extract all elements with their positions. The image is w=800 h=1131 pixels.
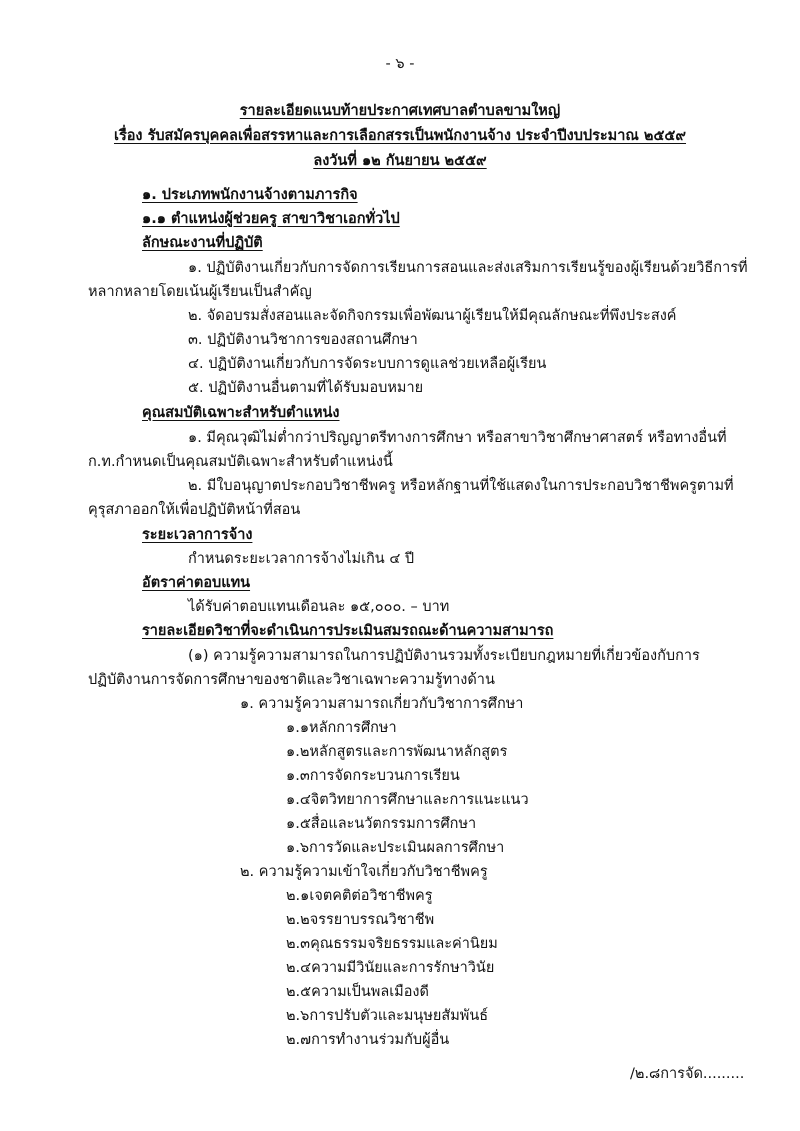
group-2-item: ๒.๕ความเป็นพลเมืองดี bbox=[286, 984, 429, 1000]
group-2-item: ๒.๒จรรยาบรรณวิชาชีพ bbox=[286, 912, 435, 928]
duty-item-1: ๑. ปฏิบัติงานเกี่ยวกับการจัดการเรียนการสอนและส่งเสริมการเรียนรู้ของผู้เรียนด้วยวิธีการที่ bbox=[188, 260, 748, 276]
group-1-item: ๑.๕สื่อและนวัตกรรมการศึกษา bbox=[286, 816, 477, 832]
qualification-item-1: ๑. มีคุณวุฒิไม่ต่ำกว่าปริญญาตรีทางการศึกษา หรือสาขาวิชาศึกษาศาสตร์ หรือทางอื่นที่ bbox=[188, 430, 727, 446]
compensation-heading: อัตราค่าตอบแทน bbox=[142, 575, 251, 591]
position-title: ๑.๑ ตำแหน่งผู้ช่วยครู สาขาวิชาเอกทั่วไป bbox=[142, 211, 400, 227]
document-date: ลงวันที่ ๑๒ กันยายน ๒๕๕๙ bbox=[313, 153, 487, 169]
period-heading: ระยะเวลาการจ้าง bbox=[142, 527, 253, 543]
assessment-heading: รายละเอียดวิชาที่จะดำเนินการประเมินสมรถณะด้านความสามารถ bbox=[142, 623, 554, 639]
group-2-item: ๒.๓คุณธรรมจริยธรรมและค่านิยม bbox=[286, 936, 498, 952]
group-2-item: ๒.๖การปรับตัวและมนุษยสัมพันธ์ bbox=[286, 1008, 489, 1024]
compensation-text: ได้รับค่าตอบแทนเดือนละ ๑๕,๐๐๐. – บาท bbox=[188, 599, 450, 615]
duty-item-4: ๔. ปฏิบัติงานเกี่ยวกับการจัดระบบการดูแลช่วยเหลือผู้เรียน bbox=[188, 356, 547, 372]
duty-item-3: ๓. ปฏิบัติงานวิชาการของสถานศึกษา bbox=[188, 332, 418, 348]
duties-heading: ลักษณะงานที่ปฏิบัติ bbox=[142, 235, 263, 251]
document-subject: เรื่อง รับสมัครบุคคลเพื่อสรรหาและการเลือกสรรเป็นพนักงานจ้าง ประจำปีงบประมาณ ๒๕๕๙ bbox=[113, 128, 687, 144]
group-2-title: ๒. ความรู้ความเข้าใจเกี่ยวกับวิชาชีพครู bbox=[240, 864, 488, 880]
group-2-item: ๒.๑เจตคติต่อวิชาชีพครู bbox=[286, 888, 433, 904]
group-1-item: ๑.๔จิตวิทยาการศึกษาและการแนะแนว bbox=[286, 792, 529, 808]
continuation-note: /๒.๘การจัด......... bbox=[630, 1066, 745, 1082]
group-1-item: ๑.๒หลักสูตรและการพัฒนาหลักสูตร bbox=[286, 744, 508, 760]
group-1-title: ๑. ความรู้ความสามารถเกี่ยวกับวิชาการศึกษา bbox=[240, 696, 524, 712]
page-number: - ๖ - bbox=[385, 56, 415, 72]
document-title: รายละเอียดแนบท้ายประกาศเทศบาลตำบลขามใหญ่ bbox=[239, 103, 561, 119]
duty-item-5: ๕. ปฏิบัติงานอื่นตามที่ได้รับมอบหมาย bbox=[188, 380, 424, 396]
section-title: ๑. ประเภทพนักงานจ้างตามภารกิจ bbox=[142, 187, 358, 203]
qualification-item-2-cont: คุรุสภาออกให้เพื่อปฏิบัติหน้าที่สอน bbox=[88, 502, 301, 518]
group-1-item: ๑.๑หลักการศึกษา bbox=[286, 720, 397, 736]
qualification-item-1-cont: ก.ท.กำหนดเป็นคุณสมบัติเฉพาะสำหรับตำแหน่งนี้ bbox=[88, 454, 393, 470]
duty-item-2: ๒. จัดอบรมสั่งสอนและจัดกิจกรรมเพื่อพัฒนาผู้เรียนให้มีคุณลักษณะที่พึงประสงค์ bbox=[188, 308, 677, 324]
period-text: กำหนดระยะเวลาการจ้างไม่เกิน ๔ ปี bbox=[188, 551, 415, 567]
group-1-item: ๑.๖การวัดและประเมินผลการศึกษา bbox=[286, 840, 505, 856]
duty-item-1-cont: หลากหลายโดยเน้นผู้เรียนเป็นสำคัญ bbox=[88, 284, 312, 300]
assessment-intro: (๑) ความรู้ความสามารถในการปฏิบัติงานรวมทั้งระเบียบกฎหมายที่เกี่ยวข้องกับการ bbox=[188, 648, 700, 664]
qualification-item-2: ๒. มีใบอนุญาตประกอบวิชาชีพครู หรือหลักฐานที่ใช้แสดงในการประกอบวิชาชีพครูตามที่ bbox=[188, 478, 734, 494]
group-1-item: ๑.๓การจัดกระบวนการเรียน bbox=[286, 768, 460, 784]
group-2-item: ๒.๔ความมีวินัยและการรักษาวินัย bbox=[286, 960, 495, 976]
group-2-item: ๒.๗การทำงานร่วมกับผู้อื่น bbox=[286, 1032, 450, 1048]
assessment-intro-cont: ปฏิบัติงานการจัดการศึกษาของชาติและวิชาเฉพาะความรู้ทางด้าน bbox=[88, 672, 495, 688]
qualifications-heading: คุณสมบัติเฉพาะสำหรับตำแหน่ง bbox=[142, 405, 340, 421]
